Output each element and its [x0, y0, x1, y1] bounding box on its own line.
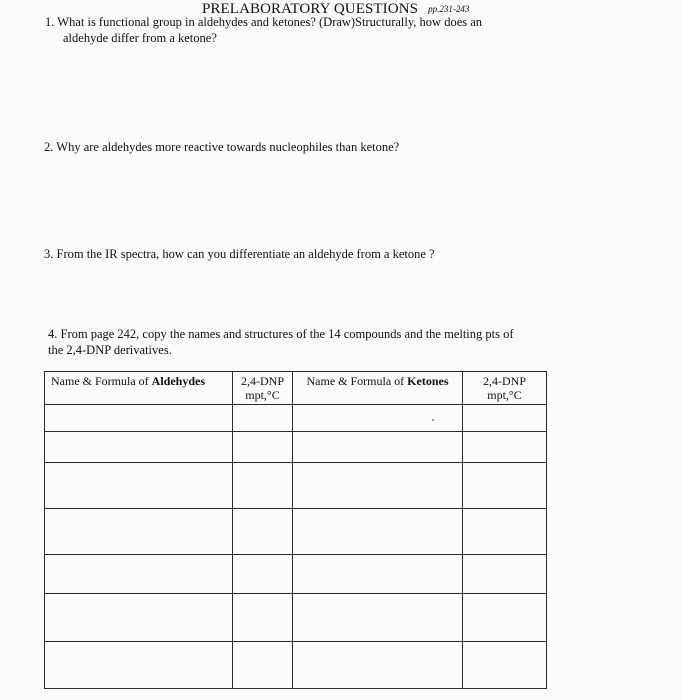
aldehyde-dnp-cell[interactable]: [233, 555, 293, 594]
ketone-dnp-cell[interactable]: [463, 432, 547, 463]
header-aldehyde-dnp-line-1: 2,4-DNP: [240, 374, 284, 388]
aldehyde-dnp-cell[interactable]: [233, 594, 293, 642]
table-header-row: [45, 372, 547, 405]
ketone-cell[interactable]: [293, 463, 463, 509]
aldehyde-cell[interactable]: [45, 405, 233, 432]
header-aldehyde-dnp-line-2: mpt,°C: [245, 388, 280, 402]
compounds-table: [44, 371, 547, 689]
header-aldehydes-bold: Aldehydes: [151, 374, 205, 388]
question-1: [45, 14, 482, 46]
header-ketones-prefix: Name & Formula of: [306, 374, 408, 388]
aldehyde-cell[interactable]: [45, 555, 233, 594]
question-3-line-1: 3. From the IR spectra, how can you differentiate an aldehyde from a ketone ?: [44, 247, 435, 261]
question-4-line-1: 4. From page 242, copy the names and structures of the 14 compounds and the melting pts of: [48, 327, 514, 341]
table-row: [45, 594, 547, 642]
aldehyde-cell[interactable]: [45, 463, 233, 509]
ketone-cell[interactable]: [293, 509, 463, 555]
ketone-cell[interactable]: [293, 642, 463, 689]
header-ketone-dnp: [463, 372, 547, 405]
table-row: [45, 642, 547, 689]
header-ketones-bold: Ketones: [407, 374, 449, 388]
ketone-cell[interactable]: [293, 594, 463, 642]
header-aldehyde-dnp: [233, 372, 293, 405]
ketone-dnp-cell[interactable]: [463, 463, 547, 509]
table-row: [45, 463, 547, 509]
table-row: [45, 509, 547, 555]
ketone-dnp-cell[interactable]: [463, 405, 547, 432]
ketone-cell[interactable]: [293, 432, 463, 463]
aldehyde-dnp-cell[interactable]: [233, 432, 293, 463]
question-4: [48, 326, 514, 358]
question-1-line-2: aldehyde differ from a ketone?: [63, 31, 217, 45]
ketone-cell[interactable]: [293, 405, 463, 432]
page-title: PRELABORATORY QUESTIONS: [202, 1, 419, 17]
scan-speck: [432, 419, 434, 421]
aldehyde-dnp-cell[interactable]: [233, 509, 293, 555]
aldehyde-dnp-cell[interactable]: [233, 463, 293, 509]
question-4-line-2: the 2,4-DNP derivatives.: [48, 343, 172, 357]
table-row: [45, 405, 547, 432]
table-row: [45, 555, 547, 594]
page-reference: pp.231-243: [428, 4, 470, 14]
aldehyde-cell[interactable]: [45, 432, 233, 463]
ketone-dnp-cell[interactable]: [463, 509, 547, 555]
aldehyde-dnp-cell[interactable]: [233, 642, 293, 689]
question-3: [44, 246, 435, 262]
ketone-dnp-cell[interactable]: [463, 642, 547, 689]
header-aldehydes: [45, 372, 233, 405]
question-1-line-1: 1. What is functional group in aldehydes and ketones? (Draw)Structurally, how does an: [45, 15, 483, 29]
header-aldehydes-prefix: Name & Formula of: [51, 374, 152, 388]
question-2: [44, 139, 399, 155]
ketone-dnp-cell[interactable]: [463, 555, 547, 594]
question-2-line-1: 2. Why are aldehydes more reactive towards nucleophiles than ketone?: [44, 140, 400, 154]
ketone-dnp-cell[interactable]: [463, 594, 547, 642]
header-ketone-dnp-line-2: mpt,°C: [487, 388, 522, 402]
header-ketones: [293, 372, 463, 405]
aldehyde-dnp-cell[interactable]: [233, 405, 293, 432]
table-row: [45, 432, 547, 463]
ketone-cell[interactable]: [293, 555, 463, 594]
aldehyde-cell[interactable]: [45, 642, 233, 689]
aldehyde-cell[interactable]: [45, 509, 233, 555]
aldehyde-cell[interactable]: [45, 594, 233, 642]
header-ketone-dnp-line-1: 2,4-DNP: [482, 374, 526, 388]
